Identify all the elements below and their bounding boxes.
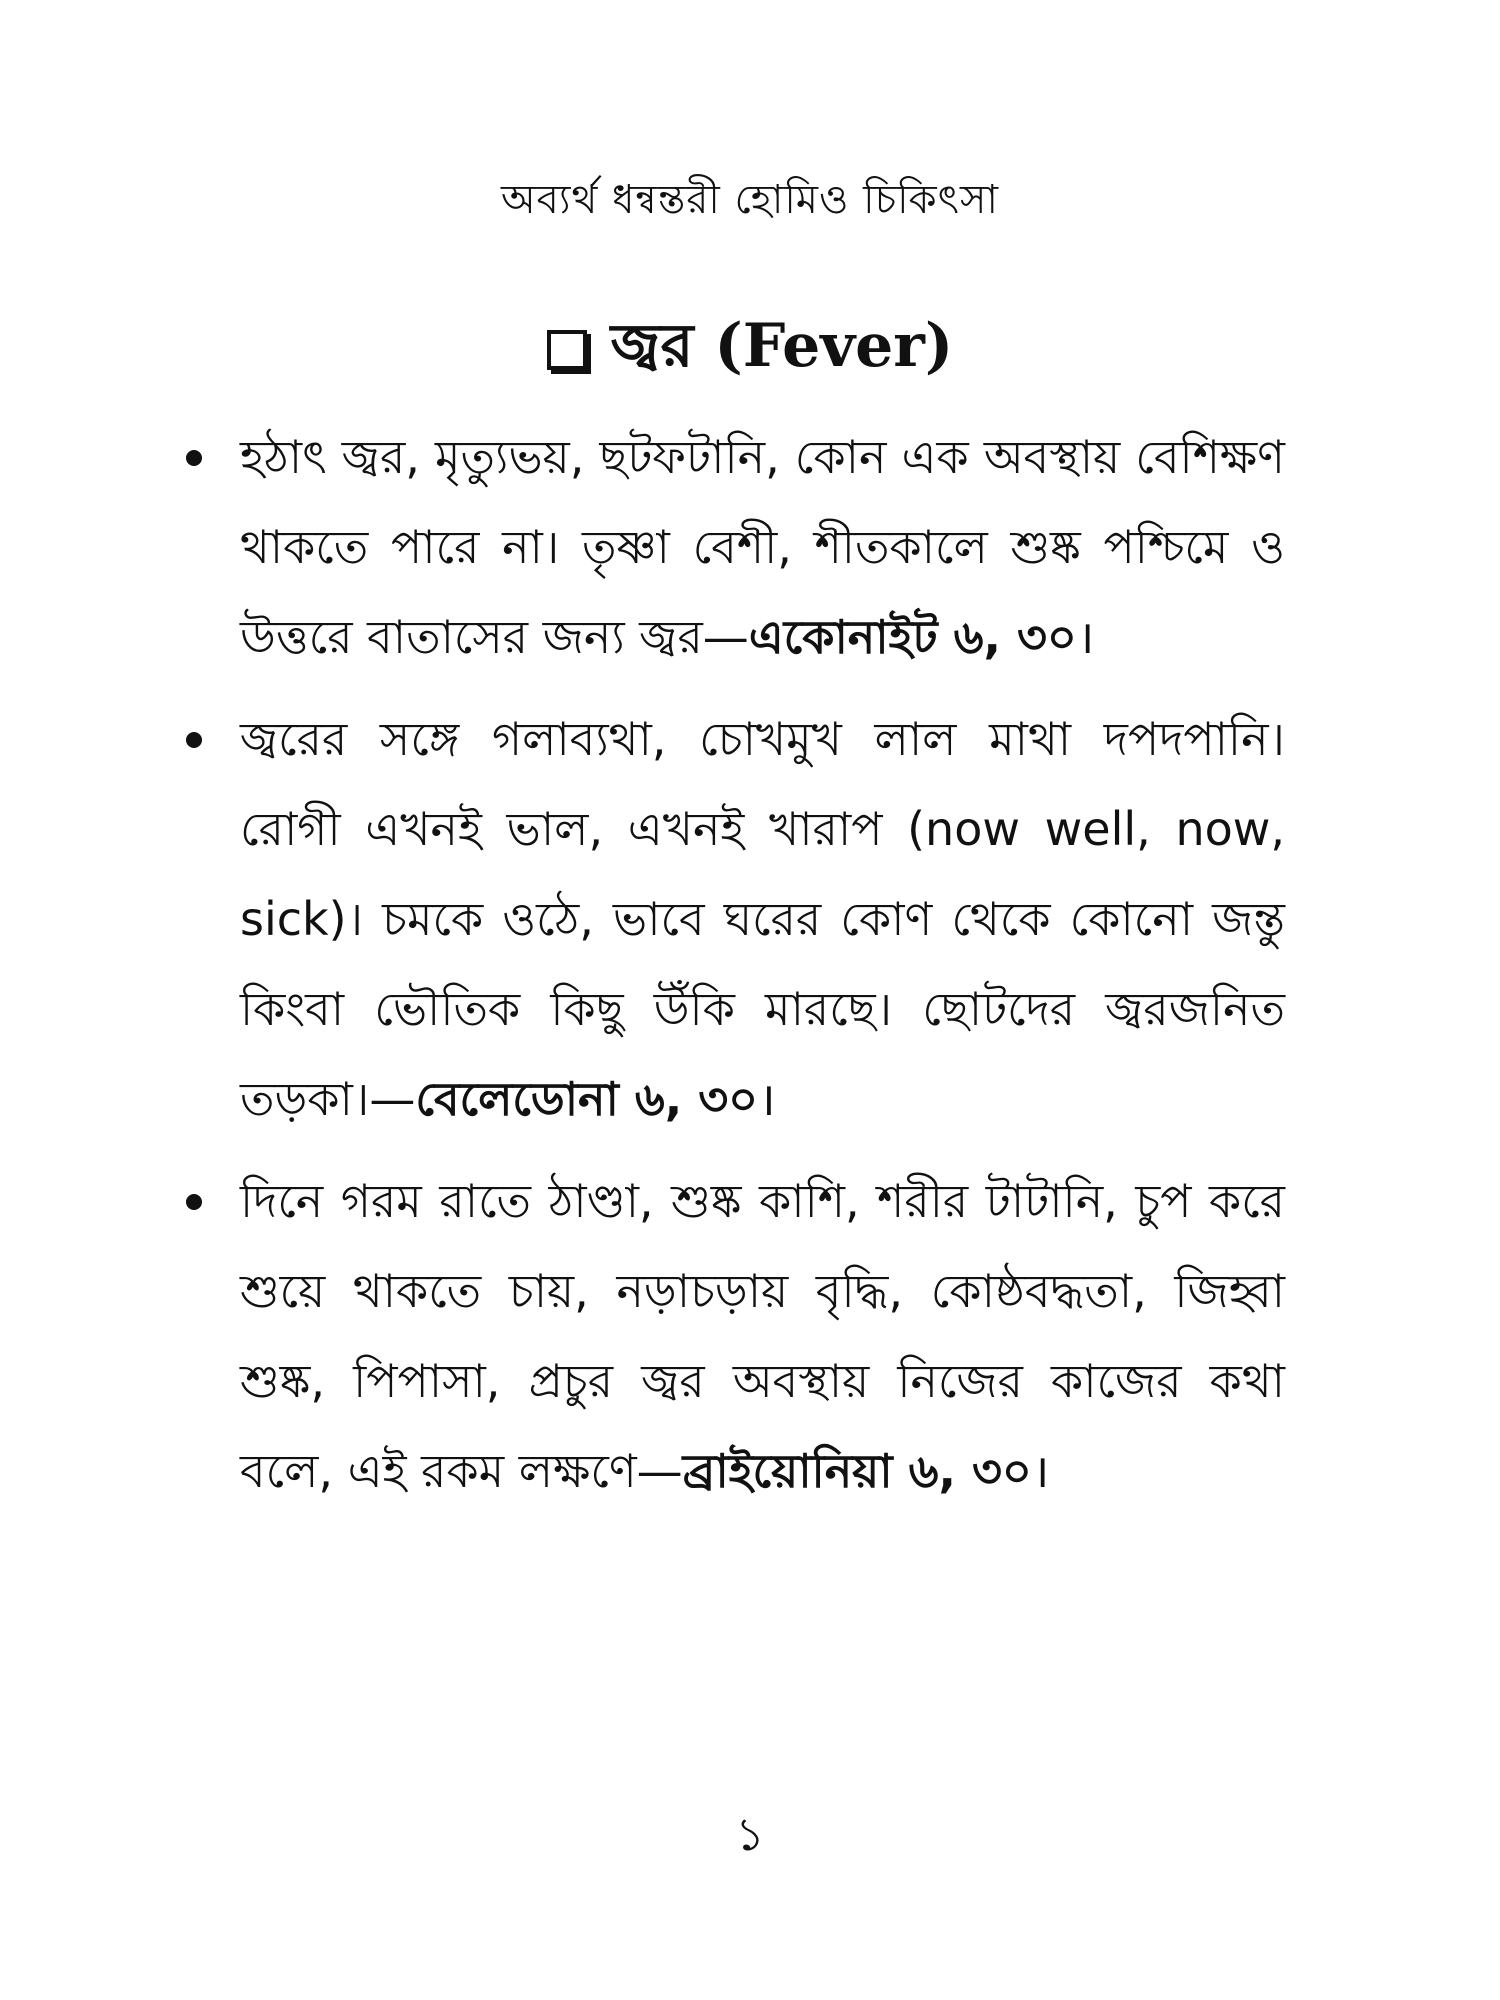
entry-end: । [1031, 1444, 1050, 1498]
section-title-text: জ্বর (Fever) [610, 311, 954, 381]
remedy-name: বেলেডোনা ৬, ৩০ [415, 1072, 759, 1126]
page-number: ১ [735, 1807, 765, 1861]
entry-text: জ্বরের সঙ্গে গলাব্যথা, চোখমুখ লাল মাথা দপদপানি। রোগী এখনই ভাল, এখনই খারাপ (now well, now, sick)। চমকে ওঠে, ভাবে ঘরের কোণ থেকে কোনো জন্তু কিংবা ভৌতিক কিছু উঁকি মারছে। ছোটদের জ্বরজনিত তড়কা।— [240, 712, 1285, 1126]
list-item [240, 1156, 1285, 1516]
bullet-icon [186, 450, 202, 466]
checkbox-icon [547, 330, 587, 370]
running-header: অব্যর্থ ধন্বন্তরী হোমিও চিকিৎসা [500, 177, 999, 223]
symptom-list [180, 412, 1285, 1528]
list-item [240, 694, 1285, 1144]
bullet-icon [186, 732, 202, 748]
entry-end: । [758, 1072, 776, 1126]
remedy-name: ব্রাইয়োনিয়া ৬, ৩০ [682, 1444, 1032, 1498]
entry-text: দিনে গরম রাতে ঠাণ্ডা, শুষ্ক কাশি, শরীর টাটানি, চুপ করে শুয়ে থাকতে চায়, নড়াচড়ায় বৃদ্ধি, কোষ্ঠবদ্ধতা, জিহ্বা শুষ্ক, পিপাসা, প্রচুর জ্বর অবস্থায় নিজের কাজের কথা বলে, এই রকম লক্ষণে— [240, 1174, 1285, 1498]
entry-text: হঠাৎ জ্বর, মৃত্যুভয়, ছটফটানি, কোন এক অবস্থায় বেশিক্ষণ থাকতে পারে না। তৃষ্ণা বেশী, শীতকালে শুষ্ক পশ্চিমে ও উত্তরে বাতাসের জন্য জ্বর— [240, 430, 1285, 664]
bullet-icon [186, 1194, 202, 1210]
remedy-name: একোনাইট ৬, ৩০ [748, 610, 1077, 664]
entry-end: । [1076, 610, 1095, 664]
list-item [240, 412, 1285, 682]
section-heading [0, 300, 1500, 400]
